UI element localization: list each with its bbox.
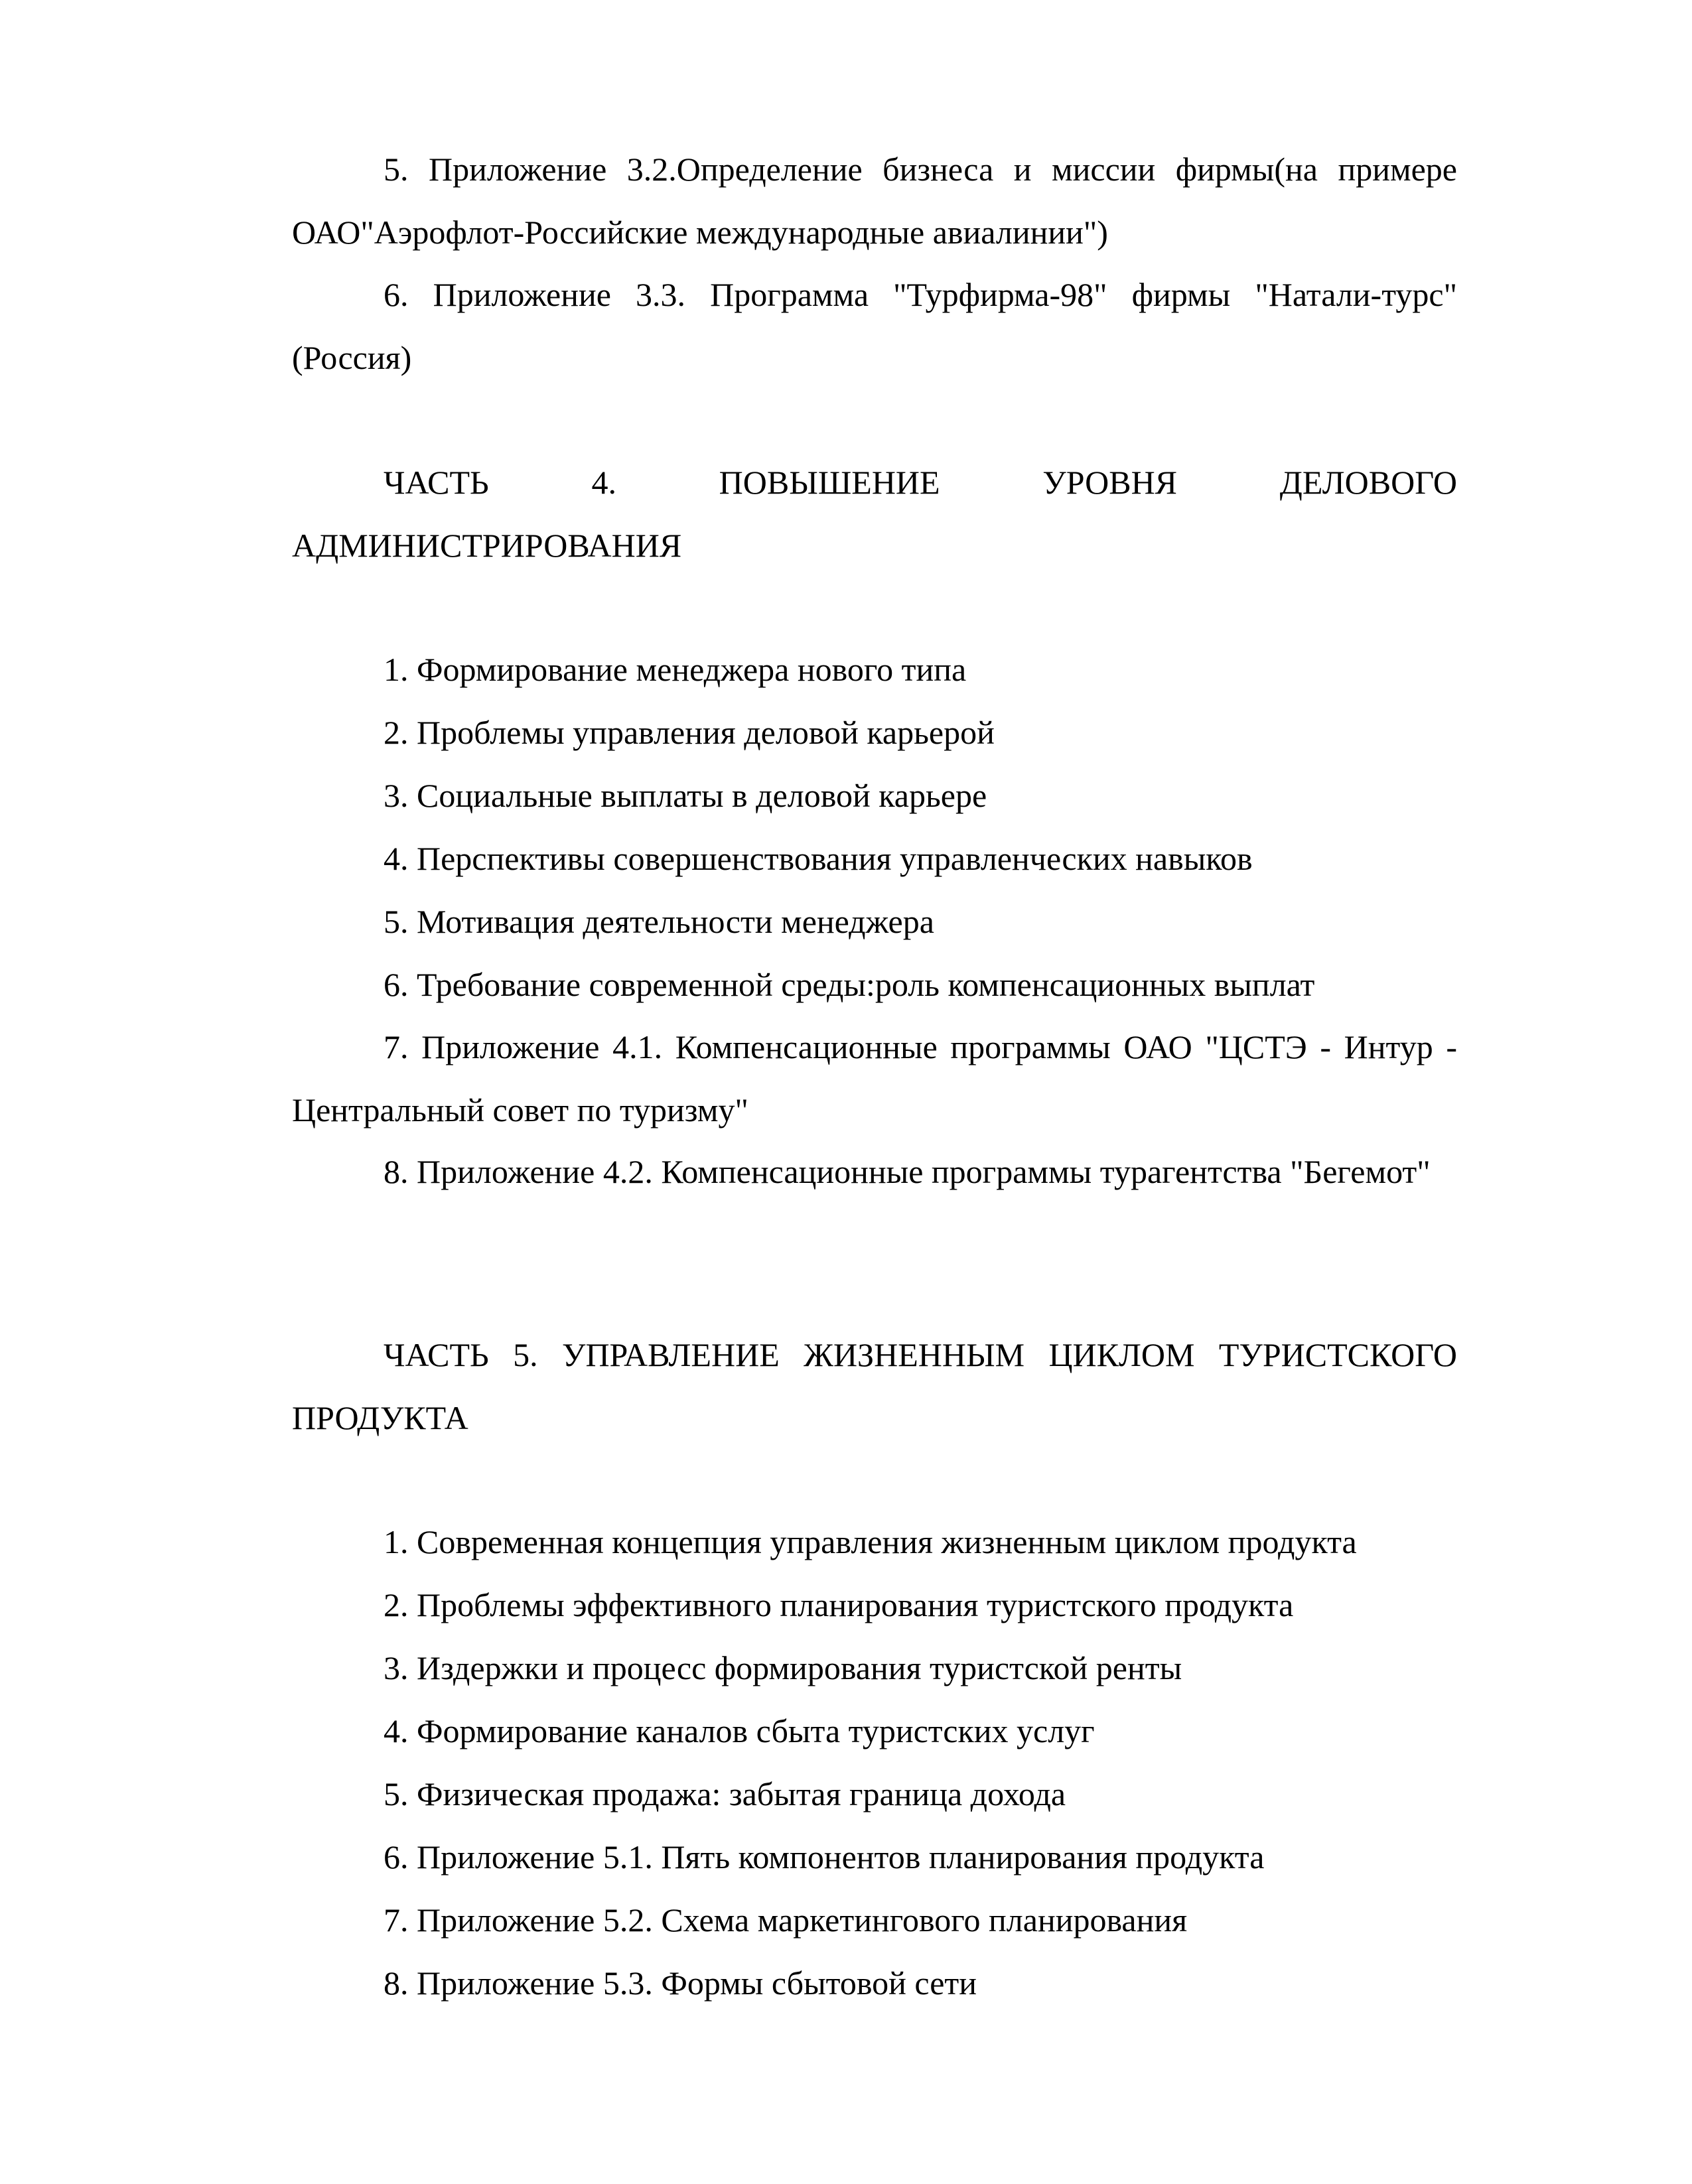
list-item: 3. Издержки и процесс формирования туристской ренты — [384, 1649, 1182, 1686]
section-heading-part-4: ЧАСТЬ 4. ПОВЫШЕНИЕ УРОВНЯ ДЕЛОВОГО АДМИНИСТРИРОВАНИЯ — [292, 464, 1457, 564]
list-item: 6. Приложение 3.3. Программа "Турфирма-98" фирмы "Натали-турс" (Россия) — [292, 276, 1457, 376]
list-item: 5. Мотивация деятельности менеджера — [384, 903, 934, 940]
list-item: 6. Требование современной среды:роль компенсационных выплат — [384, 966, 1315, 1003]
section-heading-part-5: ЧАСТЬ 5. УПРАВЛЕНИЕ ЖИЗНЕННЫМ ЦИКЛОМ ТУРИСТСКОГО ПРОДУКТА — [292, 1336, 1457, 1436]
list-item: 7. Приложение 5.2. Схема маркетингового планирования — [384, 1901, 1188, 1939]
list-item: 2. Проблемы управления деловой карьерой — [384, 714, 995, 751]
list-item: 1. Современная концепция управления жизненным циклом продукта — [384, 1523, 1357, 1560]
list-item: 4. Формирование каналов сбыта туристских услуг — [384, 1712, 1095, 1749]
list-item: 5. Физическая продажа: забытая граница дохода — [384, 1775, 1066, 1812]
list-item: 2. Проблемы эффективного планирования туристского продукта — [384, 1586, 1294, 1623]
list-item: 4. Перспективы совершенствования управленческих навыков — [384, 840, 1253, 877]
list-item: 5. Приложение 3.2.Определение бизнеса и миссии фирмы(на примере ОАО"Аэрофлот-Российские международные авиалинии") — [292, 151, 1457, 251]
list-item: 8. Приложение 5.3. Формы сбытовой сети — [384, 1964, 977, 2002]
list-item: 6. Приложение 5.1. Пять компонентов планирования продукта — [384, 1838, 1265, 1876]
list-item: 3. Социальные выплаты в деловой карьере — [384, 777, 987, 814]
list-item: 7. Приложение 4.1. Компенсационные программы ОАО "ЦСТЭ - Интур - Центральный совет по туризму" — [292, 1028, 1457, 1128]
list-item: 1. Формирование менеджера нового типа — [384, 651, 967, 688]
list-item: 8. Приложение 4.2. Компенсационные программы турагентства "Бегемот" — [384, 1153, 1431, 1190]
